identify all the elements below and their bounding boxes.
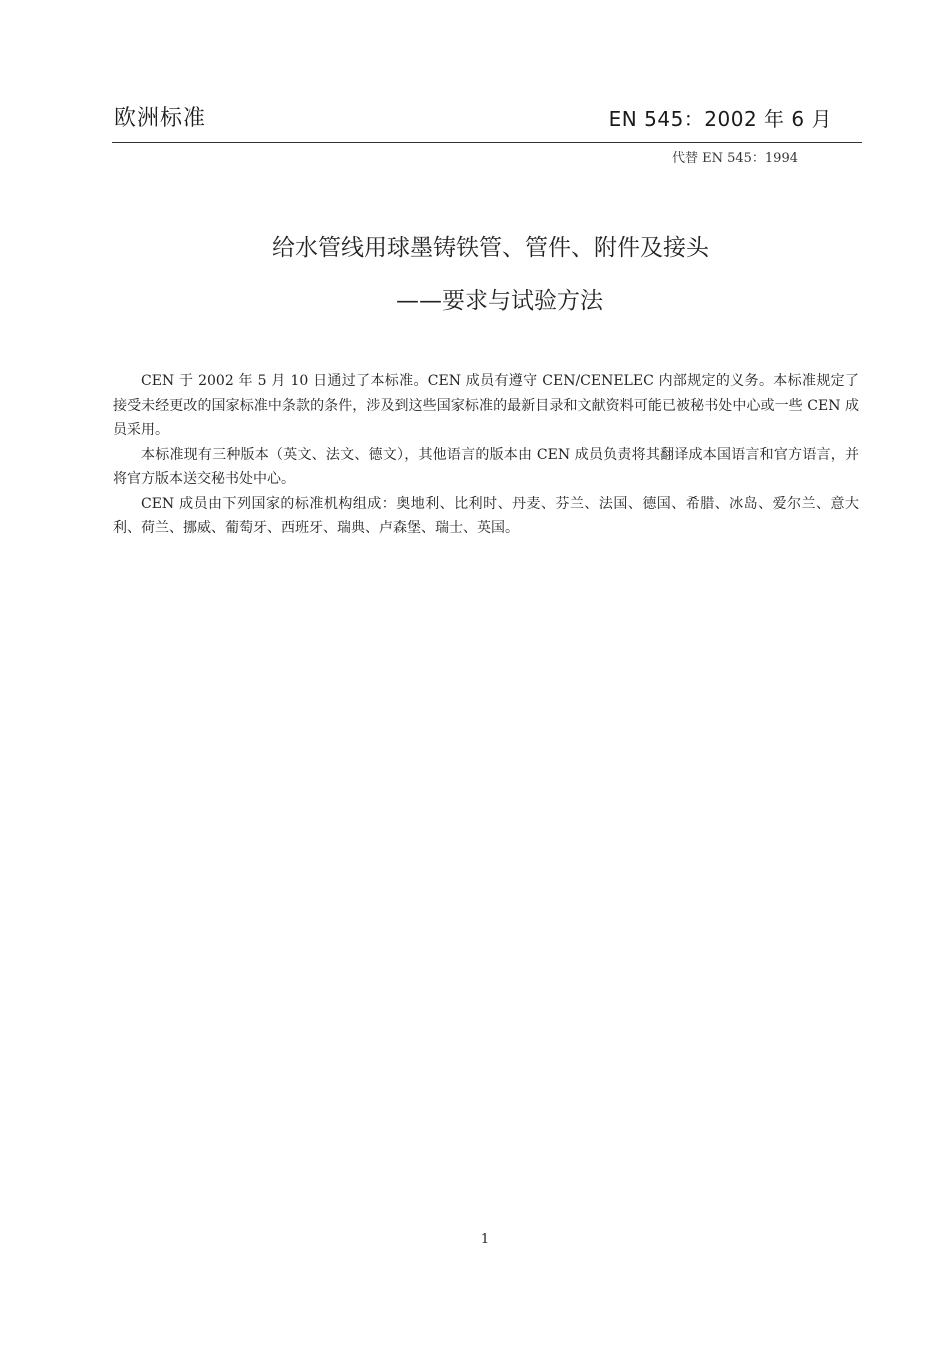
- standard-code-date: EN 545：2002 年 6 月: [608, 107, 832, 131]
- page-number: 1: [480, 1232, 490, 1247]
- header-divider: [112, 142, 862, 143]
- body-paragraph: CEN 成员由下列国家的标准机构组成：奥地利、比利时、丹麦、芬兰、法国、德国、希腊、冰岛、爱尔兰、意大利、荷兰、挪威、葡萄牙、西班牙、瑞典、卢森堡、瑞士、英国。: [113, 495, 859, 536]
- document-body: [113, 369, 859, 541]
- body-paragraph: CEN 于 2002 年 5 月 10 日通过了本标准。CEN 成员有遵守 CEN/CENELEC 内部规定的义务。本标准规定了接受未经更改的国家标准中条款的条件，涉及到这些国家标准的最新目录和文献资料可能已被秘书处中心或一些 CEN 成员采用。: [113, 373, 859, 438]
- document-title: 给水管线用球墨铸铁管、管件、附件及接头: [272, 235, 709, 261]
- body-paragraph: 本标准现有三种版本（英文、法文、德文），其他语言的版本由 CEN 成员负责将其翻译成本国语言和官方语言，并将官方版本送交秘书处中心。: [113, 446, 859, 487]
- supersedes-note: 代替 EN 545：1994: [671, 151, 798, 166]
- standard-org-label: 欧洲标准: [114, 106, 207, 131]
- document-subtitle: ——要求与试验方法: [396, 288, 603, 314]
